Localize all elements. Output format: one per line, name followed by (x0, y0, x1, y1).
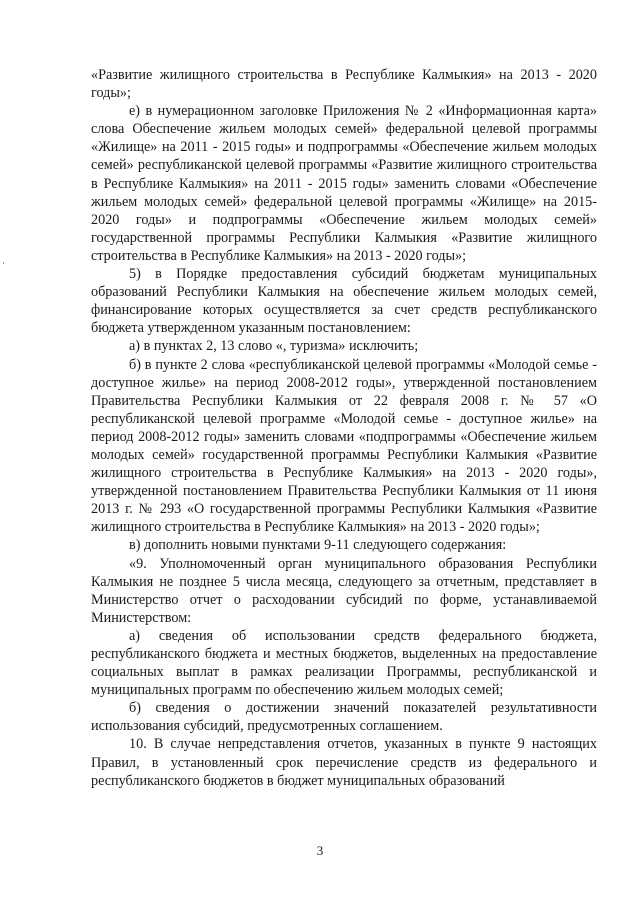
paragraph-5: 5) в Порядке предоставления субсидий бюджетам муниципальных образований Республики Калмыкия на обеспечение жильем молодых семей, финансирование которых осуществляется за счет средств республиканского бюджета утвержденном указанным постановлением: (91, 266, 597, 337)
paragraph-9a: а) сведения об использовании средств федерального бюджета, республиканского бюджета и местных бюджетов, выделенных на предоставление социальных выплат в рамках реализации Программы, республиканской и муниципальных программ по обеспечению жильем молодых семей; (91, 627, 597, 699)
paragraph-5b: б) в пункте 2 слова «республиканской целевой программы «Молодой семье - доступное жилье» на период 2008-2012 годы», утвержденной постановлением Правительства Республики Калмыкия от 22 февраля 2008 г. № 57 «О республиканской целевой программе «Молодой семье - доступное жилье» на период 2008-2012 годы» заменить словами «подпрограммы «Обеспечение жильем молодых семей» государственной программы Республики Калмыкия «Развитие жилищного строительства в Республике Калмыкия» на 2013 - 2020 годы», утвержденной постановлением Правительства Республики Калмыкия от 11 июня 2013 г. № 293 «О государственной программы Республики Калмыкия «Развитие жилищного строительства в Республике Калмыкия» на 2013 - 2020 годы»; (91, 356, 597, 536)
paragraph-5v: в) дополнить новыми пунктами 9-11 следующего содержания: (129, 537, 507, 554)
page-number: 3 (316, 843, 324, 858)
paragraph-9b: б) сведения о достижении значений показателей результативности использования субсидий, предусмотренных соглашением. (91, 700, 597, 735)
paragraph-10: 10. В случае непредставления отчетов, указанных в пункте 9 настоящих Правил, в установленный срок перечисление средств из федерального и республиканского бюджетов в бюджет муниципальных образований (91, 736, 597, 789)
body-text (91, 66, 597, 790)
paragraph-9: «9. Уполномоченный орган муниципального образования Республики Калмыкия не позднее 5 числа месяца, следующего за отчетным, представляет в Министерство отчет о расходовании субсидий по форме, устанавливаемой Министерством: (91, 555, 597, 626)
margin-mark (3, 262, 4, 264)
paragraph-e: е) в нумерационном заголовке Приложения № 2 «Информационная карта» слова Обеспечение жильем молодых семей» федеральной целевой программы «Жилище» на 2011 - 2015 годы» и подпрограммы «Обеспечение жильем молодых семей» республиканской целевой программы «Развитие жилищного строительства в Республике Калмыкия» на 2011 - 2015 годы» заменить словами «Обеспечение жильем молодых семей» федеральной целевой программы «Жилище» на 2015-2020 годы» и подпрограммы «Обеспечение жильем молодых семей» государственной программы Республики Калмыкия «Развитие жилищного строительства в Республике Калмыкия» на 2013 - 2020 годы»; (91, 103, 597, 264)
paragraph-continuation: «Развитие жилищного строительства в Республике Калмыкия» на 2013 - 2020 годы»; (91, 67, 597, 102)
paragraph-5a: а) в пунктах 2, 13 слово «, туризма» исключить; (129, 338, 419, 355)
